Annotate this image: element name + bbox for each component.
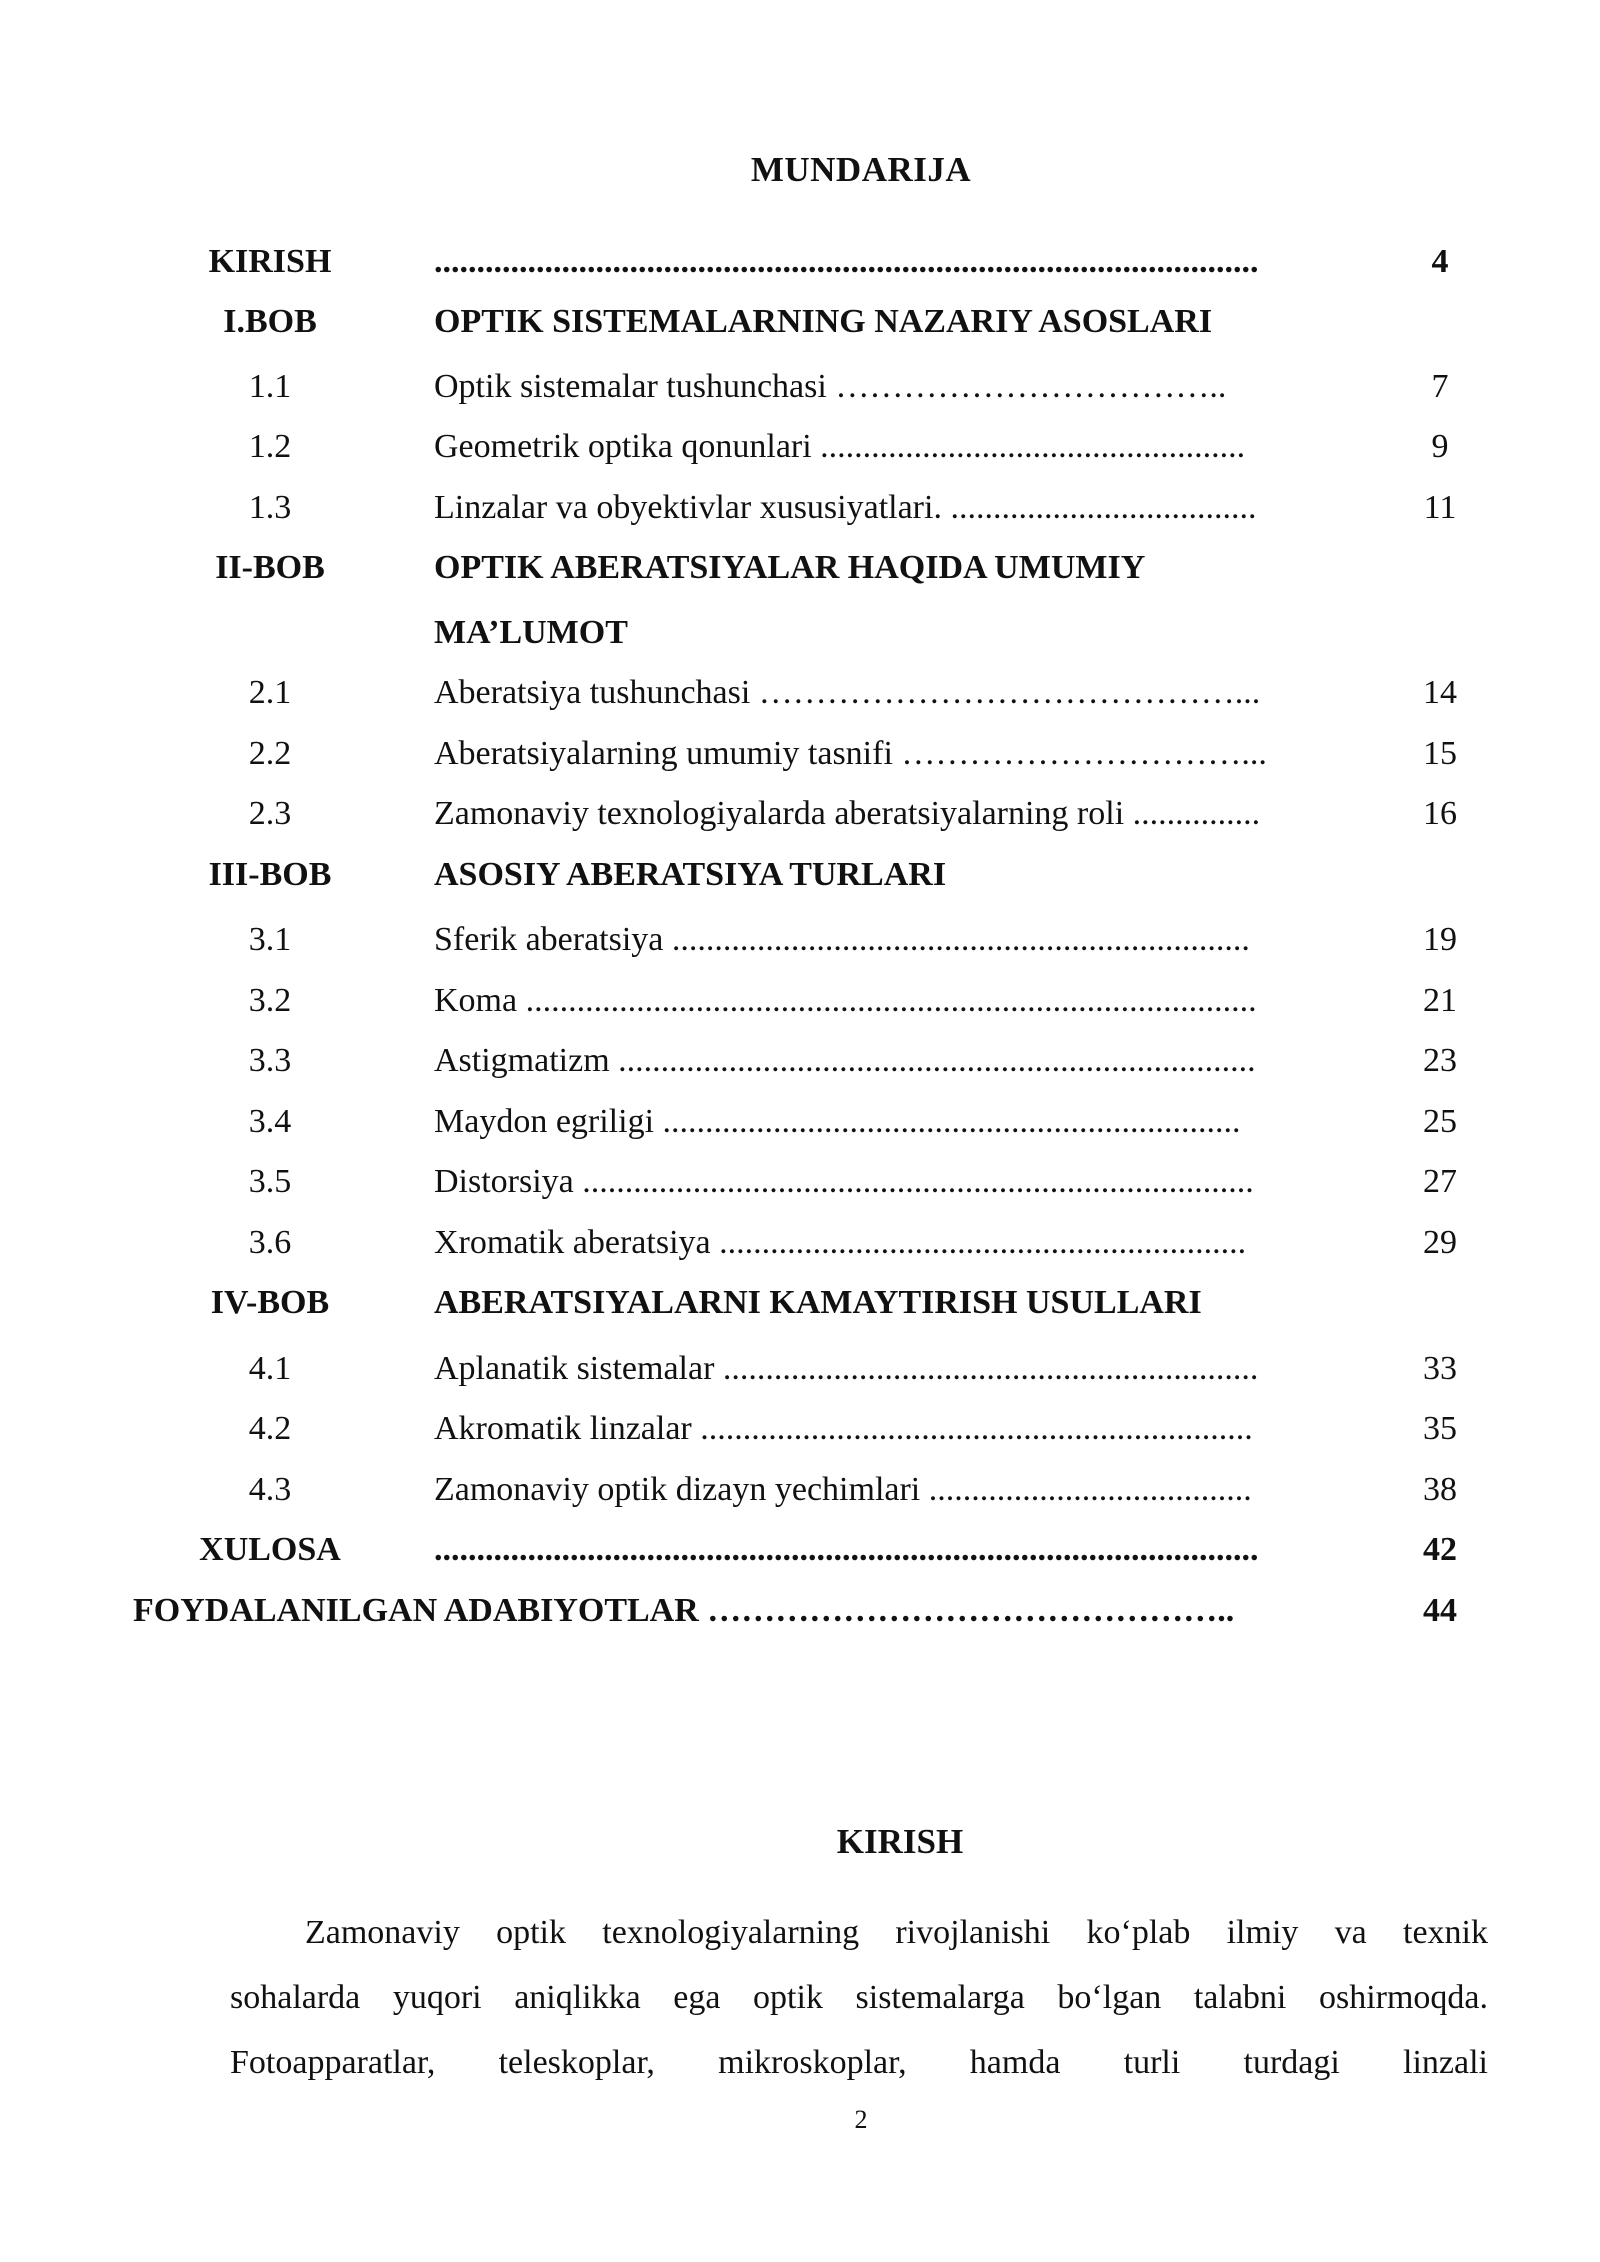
toc-entry-label: Aplanatik sistemalar ............................................................... [434,1350,1259,1387]
section-heading: KIRISH [836,1822,964,1861]
toc-entry-kirish[interactable] [0,238,1600,286]
toc-entry-label: Linzalar va obyektivlar xususiyatlari. .................................... [434,489,1257,526]
toc-page-number: 38 [1423,1471,1457,1508]
paragraph-line: sohalarda yuqori aniqlikka ega optik sistemalarga bo‘lgan talabni oshirmoqda. [230,1979,1488,2016]
toc-entry-3-6[interactable] [0,1219,1600,1267]
toc-page-number: 9 [1431,428,1449,465]
toc-entry-2-2[interactable] [0,730,1600,778]
toc-entry-number: 4.2 [248,1410,292,1447]
toc-chapter-title: ABERATSIYALARNI KAMAYTIRISH USULLARI [434,1284,1202,1321]
toc-chapter-title: ASOSIY ABERATSIYA TURLARI [434,856,947,893]
toc-entry-1-2[interactable] [0,423,1600,471]
toc-entry-label: Xromatik aberatsiya .............................................................. [434,1224,1247,1261]
toc-entry-number: 3.5 [248,1163,292,1200]
toc-page-number: 23 [1423,1042,1457,1079]
toc-entry-number: 4.1 [248,1350,292,1387]
toc-chapter-3[interactable] [0,851,1600,899]
toc-page-number: 35 [1423,1410,1457,1447]
toc-entry-number: 1.1 [248,368,292,405]
toc-entry-number: KIRISH [208,243,332,280]
toc-entry-3-3[interactable] [0,1037,1600,1085]
toc-entry-number: 2.1 [248,674,292,711]
toc-entry-label: FOYDALANILGAN ADABIYOTLAR ……………………………………….. [133,1592,1235,1629]
toc-page-number: 4 [1431,243,1449,280]
toc-page-number: 16 [1423,795,1457,832]
toc-entry-number: 2.3 [248,795,292,832]
toc-page-number: 44 [1423,1592,1457,1629]
toc-page-number: 42 [1423,1531,1457,1568]
toc-entry-label: Maydon egriligi .................................................................... [434,1103,1241,1140]
toc-page-number: 25 [1423,1103,1457,1140]
toc-entry-2-1[interactable] [0,669,1600,717]
toc-entry-number: 1.3 [248,489,292,526]
toc-entry-label: Zamonaviy texnologiyalarda aberatsiyalarning roli ............... [434,795,1261,832]
toc-entry-number: 3.6 [248,1224,292,1261]
toc-chapter-4[interactable] [0,1279,1600,1327]
toc-page-number: 29 [1423,1224,1457,1261]
toc-entry-4-3[interactable] [0,1466,1600,1514]
toc-entry-xulosa[interactable] [0,1526,1600,1574]
toc-chapter-2[interactable] [0,544,1600,592]
toc-entry-label: Optik sistemalar tushunchasi …………………………….. [434,368,1227,405]
toc-chapter-title-continued: MA’LUMOT [434,614,628,651]
toc-entry-label: Sferik aberatsiya .................................................................... [434,921,1250,958]
toc-entry-number: 3.1 [248,921,292,958]
toc-entry-1-1[interactable] [0,363,1600,411]
toc-entry-number: 3.4 [248,1103,292,1140]
toc-chapter-2-continued [0,609,1600,657]
toc-entry-label: Astigmatizm ........................................................................... [434,1042,1256,1079]
toc-entry-1-3[interactable] [0,484,1600,532]
toc-leader-dots: ................................................................................................. [434,1531,1259,1568]
toc-entry-label: Aberatsiyalarning umumiy tasnifi …………………………... [434,735,1267,772]
toc-page-number: 27 [1423,1163,1457,1200]
toc-entry-label: Distorsiya ............................................................................... [434,1163,1254,1200]
toc-entry-number: 3.2 [248,982,292,1019]
toc-chapter-number: IV-BOB [210,1284,330,1321]
toc-entry-label: Geometrik optika qonunlari .................................................. [434,428,1246,465]
toc-entry-adabiyotlar[interactable] [0,1587,1600,1635]
toc-entry-label: Aberatsiya tushunchasi ……………………………………... [434,674,1261,711]
toc-chapter-title: OPTIK SISTEMALARNING NAZARIY ASOSLARI [434,303,1213,340]
intro-paragraph [230,1900,1488,2095]
toc-page-number: 11 [1423,489,1457,526]
toc-page-number: 14 [1423,674,1457,711]
paragraph-line: Zamonaviy optik texnologiyalarning rivojlanishi ko‘plab ilmiy va texnik [305,1914,1488,1951]
toc-entry-number: 4.3 [248,1471,292,1508]
toc-entry-label: Zamonaviy optik dizayn yechimlari ...................................... [434,1471,1252,1508]
toc-chapter-number: III-BOB [208,856,332,893]
toc-entry-3-2[interactable] [0,977,1600,1025]
toc-entry-number: 2.2 [248,735,292,772]
toc-chapter-title: OPTIK ABERATSIYALAR HAQIDA UMUMIY [434,549,1146,586]
paragraph-line: Fotoapparatlar, teleskoplar, mikroskoplar, hamda turli turdagi linzali [230,2044,1488,2081]
toc-entry-2-3[interactable] [0,790,1600,838]
toc-page-number: 21 [1423,982,1457,1019]
toc-entry-3-1[interactable] [0,916,1600,964]
toc-page-number: 15 [1423,735,1457,772]
toc-entry-number: XULOSA [199,1531,341,1568]
toc-chapter-number: II-BOB [215,549,325,586]
toc-entry-label: Koma ...................................................................................... [434,982,1257,1019]
toc-title: MUNDARIJA [750,150,972,189]
toc-page-number: 7 [1431,368,1449,405]
toc-entry-label: Akromatik linzalar ................................................................. [434,1410,1253,1447]
toc-entry-3-5[interactable] [0,1158,1600,1206]
toc-page-number: 33 [1423,1350,1457,1387]
toc-chapter-1[interactable] [0,298,1600,346]
toc-entry-number: 1.2 [248,428,292,465]
page-number: 2 [854,2105,868,2134]
toc-entry-4-1[interactable] [0,1345,1600,1393]
toc-entry-number: 3.3 [248,1042,292,1079]
toc-leader-dots: ................................................................................................. [434,243,1259,280]
toc-page-number: 19 [1423,921,1457,958]
toc-chapter-number: I.BOB [223,303,317,340]
toc-entry-3-4[interactable] [0,1098,1600,1146]
toc-entry-4-2[interactable] [0,1405,1600,1453]
